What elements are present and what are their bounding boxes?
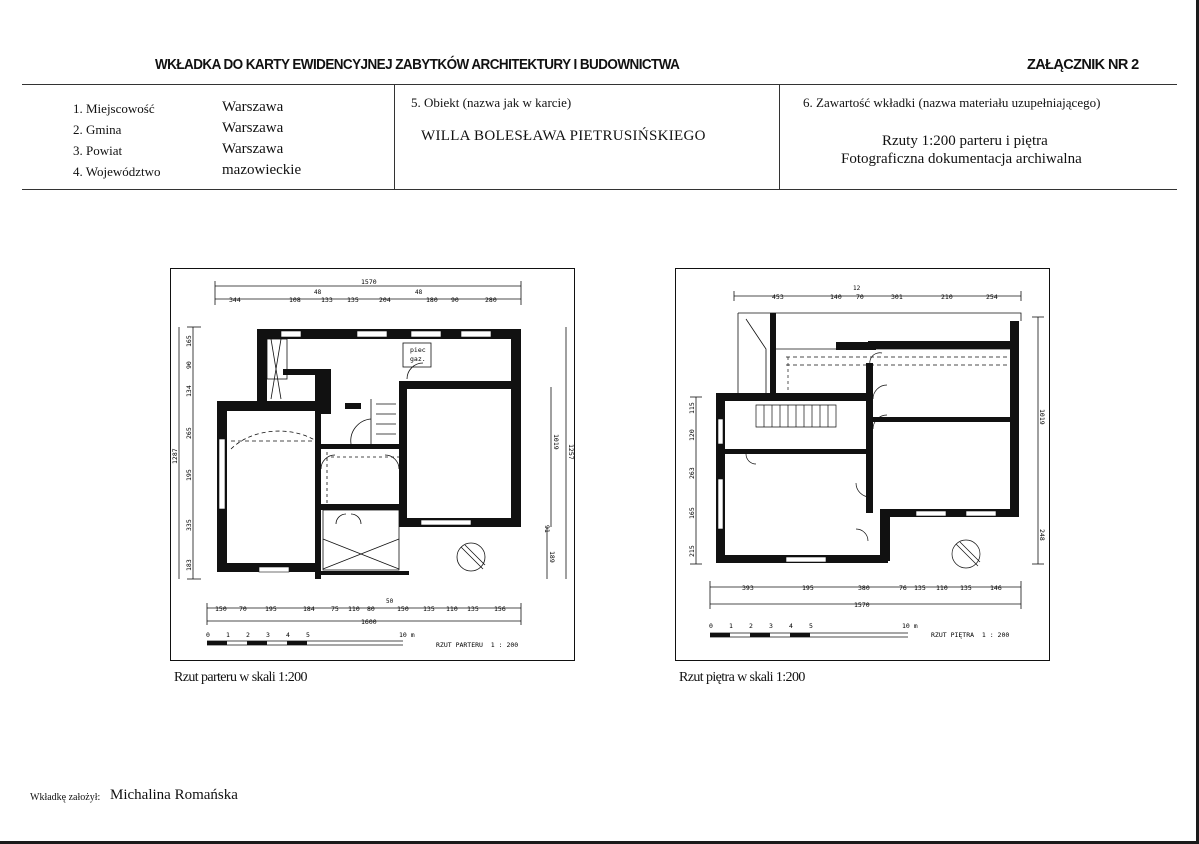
- door-swing: [856, 529, 868, 541]
- dim-left: 265: [185, 427, 193, 439]
- wall: [321, 369, 331, 414]
- ground-floor-plan-frame: [170, 268, 575, 661]
- dim-bottom: 195: [265, 605, 277, 613]
- plan-title: RZUT PARTERU 1 : 200: [436, 641, 519, 649]
- scale-bar-fill: [287, 641, 307, 645]
- north-arrow-needle: [956, 544, 978, 566]
- dim-top: 210: [941, 293, 953, 301]
- door-swing: [231, 431, 321, 449]
- location-value-2: Warszawa: [222, 120, 284, 136]
- dim-top: 48: [314, 289, 322, 296]
- scale-tick: 1: [729, 622, 733, 630]
- dim-right: 248: [1038, 529, 1046, 541]
- table-divider-2: [779, 85, 780, 189]
- dim-right: 189: [548, 551, 556, 563]
- scale-tick: 10 m: [902, 622, 918, 630]
- dim-bottom: 75: [331, 605, 339, 613]
- scale-tick: 10 m: [399, 631, 415, 639]
- scale-tick: 2: [246, 631, 250, 639]
- ground-floor-plan: [171, 269, 574, 660]
- object-label: 5. Obiekt (nazwa jak w karcie): [411, 95, 572, 110]
- author-label: Wkładkę założył:: [30, 792, 101, 803]
- contents-line-2: Fotograficzna dokumentacja archiwalna: [841, 151, 1082, 167]
- dim-bottom: 135: [423, 605, 435, 613]
- door-swing: [407, 363, 423, 379]
- dim-bottom: 50: [386, 598, 394, 605]
- dim-left: 195: [185, 469, 193, 481]
- dim-right: 1019: [1038, 409, 1046, 425]
- window: [219, 439, 225, 509]
- wall: [257, 329, 267, 409]
- wall: [868, 341, 1018, 349]
- scale-tick: 3: [769, 622, 773, 630]
- dim-left: 115: [688, 402, 696, 414]
- contents-line-1: Rzuty 1:200 parteru i piętra: [882, 133, 1048, 149]
- dim-bottom: 195: [802, 584, 814, 592]
- dim-left: 263: [688, 467, 696, 479]
- window: [411, 331, 441, 337]
- roof-outline: [738, 313, 1021, 397]
- window: [966, 511, 996, 516]
- table-divider-1: [394, 85, 395, 189]
- door-swing: [746, 454, 756, 464]
- dim-left-total: 1287: [171, 448, 179, 464]
- dim-right: 91: [543, 525, 551, 533]
- scale-tick: 4: [789, 622, 793, 630]
- wall: [283, 369, 321, 375]
- scale-tick: 3: [266, 631, 270, 639]
- stair-curve: [351, 419, 371, 444]
- dim-left: 183: [185, 559, 193, 571]
- wall: [716, 393, 725, 563]
- upper-floor-plan: [676, 269, 1049, 660]
- scale-tick: 0: [206, 631, 210, 639]
- dim-total-bottom: 1600: [361, 618, 377, 626]
- wall: [511, 329, 521, 527]
- location-label-4: 4. Województwo: [73, 164, 161, 179]
- wall: [399, 381, 511, 389]
- dim-right: 1019: [552, 434, 560, 450]
- dim-bottom: 150: [215, 605, 227, 613]
- wall: [725, 449, 870, 454]
- dim-top: 70: [856, 293, 864, 301]
- wall: [872, 417, 1012, 422]
- dim-bottom: 150: [397, 605, 409, 613]
- vestibule: [323, 510, 399, 570]
- dim-bottom: 380: [858, 584, 870, 592]
- window: [916, 511, 946, 516]
- wall: [770, 313, 776, 393]
- upper-floor-caption: Rzut piętra w skali 1:200: [679, 670, 805, 685]
- dim-left: 335: [185, 519, 193, 531]
- dim-bottom: 70: [239, 605, 247, 613]
- dim-top: 204: [379, 296, 391, 304]
- wall: [866, 363, 873, 513]
- author-name: Michalina Romańska: [110, 787, 238, 803]
- dim-left: 165: [185, 335, 193, 347]
- stove-label-1: piec: [410, 346, 426, 354]
- dim-left: 120: [688, 429, 696, 441]
- dim-top: 301: [891, 293, 903, 301]
- plan-title: RZUT PIĘTRA 1 : 200: [931, 631, 1010, 639]
- dim-top: 344: [229, 296, 241, 304]
- window: [461, 331, 491, 337]
- dim-bottom: 110: [936, 584, 948, 592]
- wall: [315, 369, 321, 579]
- table-bottom-rule: [22, 189, 1177, 190]
- scale-tick: 5: [306, 631, 310, 639]
- dim-top: 140: [830, 293, 842, 301]
- dim-total-bottom: 1570: [854, 601, 870, 609]
- dim-bottom: 110: [348, 605, 360, 613]
- scale-bar-fill: [750, 633, 770, 637]
- dim-left: 215: [688, 545, 696, 557]
- window: [421, 520, 471, 525]
- scale-tick: 0: [709, 622, 713, 630]
- location-value-3: Warszawa: [222, 141, 284, 157]
- dim-bottom: 80: [367, 605, 375, 613]
- window: [281, 331, 301, 337]
- dim-bottom: 135: [914, 584, 926, 592]
- dim-top: 280: [485, 296, 497, 304]
- dim-total-top: 1570: [361, 278, 377, 286]
- wall: [321, 504, 407, 510]
- location-value-4: mazowieckie: [222, 162, 302, 178]
- annex-number: ZAŁĄCZNIK NR 2: [1027, 57, 1139, 73]
- dim-top: 135: [347, 296, 359, 304]
- location-label-3: 3. Powiat: [73, 143, 123, 158]
- scale-tick: 5: [809, 622, 813, 630]
- location-label-1: 1. Miejscowość: [73, 101, 155, 116]
- scale-tick: 2: [749, 622, 753, 630]
- wall: [890, 509, 1019, 517]
- staircase: [756, 405, 836, 427]
- stove: [345, 403, 361, 409]
- wall: [880, 509, 890, 561]
- document-title: WKŁADKA DO KARTY EWIDENCYJNEJ ZABYTKÓW ARCHITEKTURY I BUDOWNICTWA: [155, 57, 680, 73]
- dim-top: 90: [451, 296, 459, 304]
- door-swing: [336, 514, 361, 524]
- scale-tick: 4: [286, 631, 290, 639]
- dim-top: 133: [321, 296, 333, 304]
- location-value-1: Warszawa: [222, 99, 284, 115]
- north-arrow-needle: [461, 547, 483, 569]
- dim-left: 90: [185, 361, 193, 369]
- dim-bottom: 135: [467, 605, 479, 613]
- dim-right: 1257: [567, 444, 575, 460]
- scale-bar-fill: [710, 633, 730, 637]
- wall: [321, 444, 399, 449]
- dim-top: 12: [853, 285, 861, 292]
- upper-floor-plan-frame: [675, 268, 1050, 661]
- location-label-2: 2. Gmina: [73, 122, 122, 137]
- window: [259, 567, 289, 572]
- scale-bar-fill: [207, 641, 227, 645]
- window: [718, 419, 723, 444]
- door-swing: [873, 385, 887, 399]
- stove-label-2: gaz.: [410, 355, 426, 363]
- scale-tick: 1: [226, 631, 230, 639]
- dim-top: 254: [986, 293, 998, 301]
- staircase: [371, 399, 396, 444]
- dim-bottom: 393: [742, 584, 754, 592]
- dim-left: 134: [185, 385, 193, 397]
- scale-bar-fill: [790, 633, 810, 637]
- ground-floor-caption: Rzut parteru w skali 1:200: [174, 670, 307, 685]
- contents-label: 6. Zawartość wkładki (nazwa materiału uzupełniającego): [803, 95, 1101, 110]
- window: [357, 331, 387, 337]
- window: [718, 479, 723, 529]
- wall: [836, 342, 876, 350]
- stove: [836, 395, 860, 401]
- window: [786, 557, 826, 562]
- dim-top: 453: [772, 293, 784, 301]
- dim-top: 48: [415, 289, 423, 296]
- dim-left: 165: [688, 507, 696, 519]
- dim-top: 180: [426, 296, 438, 304]
- dim-top: 108: [289, 296, 301, 304]
- scale-bar-fill: [247, 641, 267, 645]
- dim-bottom: 156: [494, 605, 506, 613]
- object-name: WILLA BOLESŁAWA PIETRUSIŃSKIEGO: [421, 128, 706, 144]
- dim-bottom: 184: [303, 605, 315, 613]
- table-top-rule: [22, 84, 1177, 85]
- dim-bottom: 135: [960, 584, 972, 592]
- wall: [315, 571, 409, 575]
- dim-bottom: 110: [446, 605, 458, 613]
- dim-bottom: 146: [990, 584, 1002, 592]
- dim-bottom: 76: [899, 584, 907, 592]
